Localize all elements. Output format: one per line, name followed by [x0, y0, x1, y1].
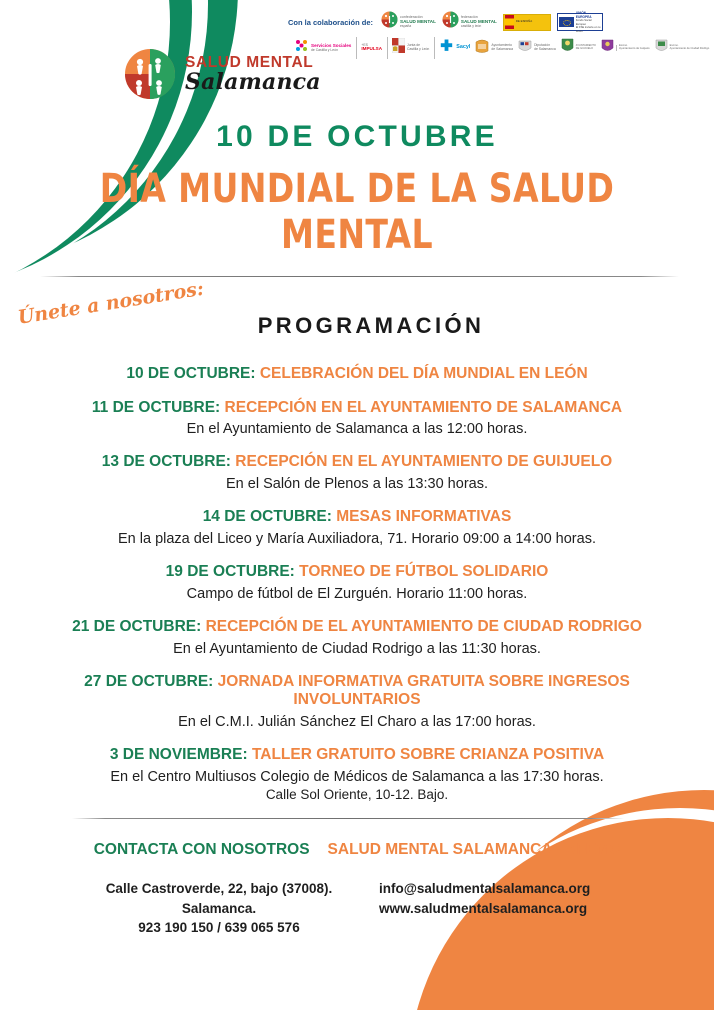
- chip-title: SALUD MENTAL: [460, 18, 497, 24]
- contact-columns: [0, 879, 714, 938]
- chip-region: El FSE invierte en tu futuro: [575, 26, 601, 33]
- junta-de-castilla-y-leon-logo-icon: [387, 37, 429, 59]
- collaborators-row-2: [288, 37, 710, 59]
- program-entry-detail: Campo de fútbol de El Zurguén. Horario 11:00 horas.: [186, 585, 528, 602]
- contact-phone-numbers: 923 190 150 / 639 065 576: [138, 920, 300, 936]
- collaboration-label: Con la colaboración de:: [288, 17, 374, 27]
- collaborators-row-1: [288, 12, 700, 32]
- program-entry-date: 14 DE OCTUBRE:: [202, 508, 332, 526]
- program-entry-detail-secondary: Calle Sol Oriente, 10-12. Bajo.: [265, 787, 449, 803]
- program-entry-title: JORNADA INFORMATIVA GRATUITA SOBRE INGRESOS INVOLUNTARIOS: [217, 672, 630, 709]
- chip-region: españa: [400, 23, 412, 28]
- program-entry: [22, 746, 692, 803]
- contact-address-line-1: Calle Castroverde, 22, bajo (37008).: [105, 881, 333, 897]
- ayuntamiento-de-ciudad-rodrigo-logo-icon: [655, 37, 710, 59]
- program-heading: PROGRAMACIÓN: [257, 313, 485, 338]
- program-entry-date: 13 DE OCTUBRE:: [101, 453, 231, 471]
- program-entry-detail: En el Ayuntamiento de Ciudad Rodrigo a las 11:30 horas.: [173, 640, 541, 657]
- program-entry-detail: En el Salón de Plenos a las 13:30 horas.: [226, 476, 488, 493]
- collaborators-block: [288, 10, 710, 64]
- program-list: [0, 365, 714, 803]
- brand-line-salud-mental: SALUD MENTAL: [185, 53, 314, 71]
- program-entry: [22, 365, 692, 384]
- chip-title: Sacyl: [456, 44, 471, 51]
- poster-header: [0, 0, 714, 112]
- program-entry-date: 19 DE OCTUBRE:: [165, 563, 295, 581]
- program-entry-head: [22, 563, 692, 582]
- chip-subtitle: de Salamanca: [534, 47, 556, 51]
- chip-subtitle: federación: [460, 14, 478, 19]
- program-entry-head: [22, 673, 692, 710]
- diputacion-de-salamanca-logo-icon: [518, 37, 556, 59]
- chip-title: DE ESPAÑA: [515, 19, 533, 24]
- chip-title: UNIÓN EUROPEA: [575, 10, 592, 19]
- contact-headings: [94, 841, 621, 859]
- top-divider: [40, 276, 679, 277]
- confederacion-salud-mental-logo-icon: [381, 12, 436, 32]
- federacion-salud-mental-logo-icon: [442, 12, 497, 32]
- join-us-tagline: Únete a nosotros:: [16, 277, 206, 329]
- program-entry: [22, 508, 692, 548]
- program-entry: [22, 453, 692, 493]
- program-entry-date: 10 DE OCTUBRE:: [126, 365, 256, 382]
- contact-heading-primary: CONTACTA CON NOSOTROS: [93, 841, 310, 859]
- contact-heading-organization: SALUD MENTAL SALAMANCA - AFEMC: [327, 841, 621, 859]
- sacyl-logo-icon: [434, 37, 470, 59]
- chip-subtitle: Ayuntamiento de Guijuelo: [618, 47, 650, 50]
- ayuntamiento-de-salamanca-logo-icon: [475, 37, 513, 59]
- contact-address-line-2: Salamanca.: [181, 900, 257, 916]
- program-entry-detail: En la plaza del Liceo y María Auxiliadora, 71. Horario 09:00 a 14:00 horas.: [118, 530, 596, 547]
- program-entry-detail: En el C.M.I. Julián Sánchez El Charo a las 17:00 horas.: [178, 714, 536, 731]
- chip-subtitle: +ES: [361, 42, 368, 47]
- chip-title: Servicios Sociales: [311, 42, 352, 48]
- program-entry-title: CELEBRACIÓN DEL DÍA MUNDIAL EN LEÓN: [259, 365, 588, 382]
- chip-region: castilla y león: [460, 23, 482, 28]
- program-entry: [22, 399, 692, 439]
- program-entry-title: TALLER GRATUITO SOBRE CRIANZA POSITIVA: [251, 746, 605, 764]
- contact-email[interactable]: info@saludmentalsalamanca.org: [379, 881, 591, 897]
- union-europea-fondo-social-europeo-logo-icon: [557, 10, 603, 33]
- program-entry-title: TORNEO DE FÚTBOL SOLIDARIO: [299, 563, 549, 581]
- program-entry: [22, 563, 692, 603]
- program-entry-head: [22, 453, 692, 472]
- chip-title: Excmo.: [669, 44, 679, 48]
- poster-main-title: DÍA MUNDIAL DE LA SALUD MENTAL: [99, 166, 615, 258]
- program-entry: [22, 673, 692, 731]
- poster-date-title: 10 DE OCTUBRE: [216, 120, 498, 153]
- program-entry-date: 3 DE NOVIEMBRE:: [109, 746, 248, 764]
- program-entry-title: RECEPCIÓN EN EL AYUNTAMIENTO DE GUIJUELO: [235, 453, 613, 471]
- brand-line-salamanca: Salamanca: [185, 69, 321, 96]
- chip-title: Diputación: [534, 43, 551, 48]
- program-entry-head: [22, 365, 692, 384]
- program-entry-detail: En el Ayuntamiento de Salamanca a las 12:00 horas.: [186, 421, 528, 438]
- program-entry-head: [22, 399, 692, 418]
- program-entry-title: MESAS INFORMATIVAS: [336, 508, 512, 526]
- chip-subtitle: de Castilla y León: [311, 47, 338, 52]
- program-heading-band: [0, 277, 714, 359]
- chip-title: SALUD MENTAL: [400, 18, 436, 24]
- contact-online-column: [379, 879, 629, 938]
- impulsa-logo-icon: [356, 37, 382, 59]
- chip-subtitle: DE GUIJUELO: [575, 47, 594, 50]
- chip-region: Castilla y León: [407, 47, 430, 51]
- chip-subtitle: confederación: [400, 14, 423, 19]
- program-entry-detail: En el Centro Multiusos Colegio de Médicos de Salamanca a las 17:30 horas.: [110, 768, 604, 785]
- program-entry: [22, 618, 692, 658]
- chip-title: AYUNTAMIENTO: [575, 44, 596, 48]
- program-entry-head: [22, 508, 692, 527]
- chip-subtitle: Junta de: [407, 43, 421, 48]
- program-entry-head: [22, 746, 692, 765]
- chip-subtitle: de Salamanca: [491, 47, 514, 51]
- program-entry-date: 27 DE OCTUBRE:: [84, 672, 214, 690]
- chip-title: Ayuntamiento: [491, 43, 513, 48]
- chip-subtitle: Ayuntamiento de Ciudad Rodrigo: [669, 47, 710, 50]
- excmo-ayuntamiento-de-guijuelo-logo-icon: [601, 37, 650, 59]
- chip-title: IMPULSA: [361, 46, 383, 52]
- chip-title: Excmo.: [618, 44, 628, 48]
- contact-website[interactable]: www.saludmentalsalamanca.org: [379, 900, 588, 916]
- contact-address-column: [85, 879, 353, 938]
- program-entry-date: 11 DE OCTUBRE:: [91, 398, 221, 416]
- servicios-sociales-castilla-y-leon-logo-icon: [294, 37, 351, 59]
- gobierno-de-espana-logo-icon: [503, 14, 551, 31]
- ayuntamiento-de-guijuelo-logo-icon: [561, 37, 596, 59]
- program-entry-title: RECEPCIÓN DE EL AYUNTAMIENTO DE CIUDAD RODRIGO: [205, 618, 642, 636]
- program-entry-head: [22, 618, 692, 637]
- contact-section: [0, 841, 714, 938]
- program-entry-date: 21 DE OCTUBRE:: [72, 618, 202, 636]
- salud-mental-tree-circle-logo-icon: [124, 48, 176, 100]
- program-entry-title: RECEPCIÓN EN EL AYUNTAMIENTO DE SALAMANCA: [224, 398, 623, 416]
- chip-subtitle: Fondo Social Europeo: [575, 19, 592, 26]
- bottom-divider: [72, 818, 624, 819]
